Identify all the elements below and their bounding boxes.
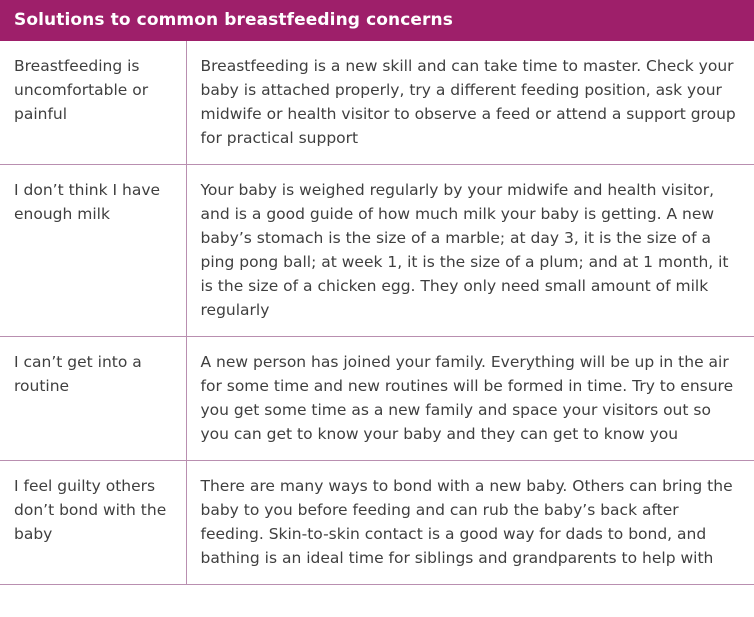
solution-cell: There are many ways to bond with a new baby. Others can bring the baby to you before feeding and can rub the baby’s back after feeding. Skin-to-skin contact is a good way for dads to bond, and bathing is an ideal time for siblings and grandparents to help with	[186, 461, 754, 585]
table-row	[0, 165, 754, 337]
concern-cell: I can’t get into a routine	[0, 337, 186, 461]
solution-cell: A new person has joined your family. Everything will be up in the air for some time and new routines will be formed in time. Try to ensure you get some time as a new family and space your visitors out so you can get to know your baby and they can get to know you	[186, 337, 754, 461]
concern-cell: I don’t think I have enough milk	[0, 165, 186, 337]
table-row	[0, 461, 754, 585]
table-row	[0, 337, 754, 461]
table-row	[0, 41, 754, 165]
solution-cell: Breastfeeding is a new skill and can take time to master. Check your baby is attached properly, try a different feeding position, ask your midwife or health visitor to observe a feed or attend a support group for practical support	[186, 41, 754, 165]
solution-cell: Your baby is weighed regularly by your midwife and health visitor, and is a good guide of how much milk your baby is getting. A new baby’s stomach is the size of a marble; at day 3, it is the size of a ping pong ball; at week 1, it is the size of a plum; and at 1 month, it is the size of a chicken egg. They only need small amount of milk regularly	[186, 165, 754, 337]
table-title: Solutions to common breastfeeding concerns	[0, 0, 754, 41]
concerns-table	[0, 41, 754, 585]
concern-cell: Breastfeeding is uncomfortable or painful	[0, 41, 186, 165]
concern-cell: I feel guilty others don’t bond with the baby	[0, 461, 186, 585]
